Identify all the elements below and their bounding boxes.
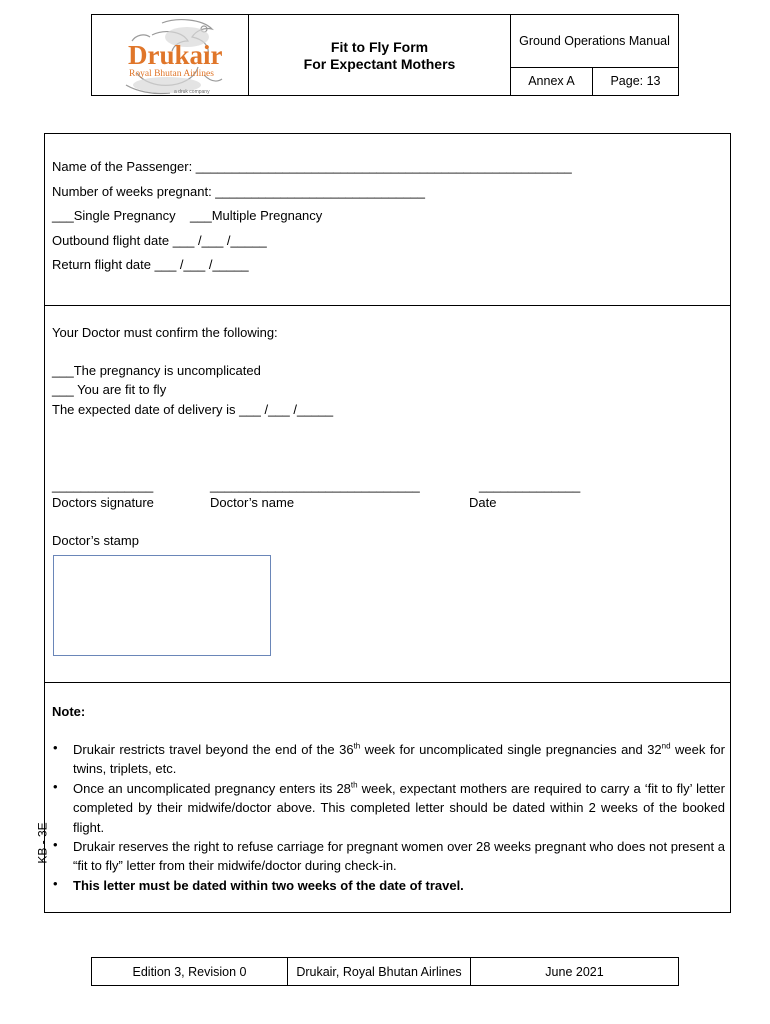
footer-date: June 2021 xyxy=(545,965,604,979)
signature-label: Doctors signature xyxy=(52,495,154,510)
note-title: Note: xyxy=(52,704,86,719)
bullet-icon: • xyxy=(53,837,58,852)
signature-blank[interactable]: ______________ xyxy=(52,478,154,493)
bullet-icon: • xyxy=(53,779,58,794)
bullet-icon: • xyxy=(53,876,58,891)
note-item: Drukair restricts travel beyond the end of the 36th week for uncomplicated single pregnancies and 32nd week for twins, triplets, etc. xyxy=(73,741,725,777)
return-date-field[interactable]: Return flight date ___ /___ /_____ xyxy=(52,257,249,272)
doctor-stamp-box[interactable] xyxy=(53,555,271,656)
passenger-name-field[interactable]: Name of the Passenger: ____________________________________________________ xyxy=(52,159,572,174)
bullet-icon: • xyxy=(53,740,58,755)
header-table xyxy=(91,14,679,96)
section-divider xyxy=(44,682,731,683)
drukair-logo xyxy=(92,15,249,95)
doctor-name-blank[interactable]: _____________________________ xyxy=(210,478,420,493)
stamp-label: Doctor’s stamp xyxy=(52,533,139,548)
form-title-cell xyxy=(249,15,511,95)
outbound-date-field[interactable]: Outbound flight date ___ /___ /_____ xyxy=(52,233,267,248)
fit-to-fly-field[interactable]: ___ You are fit to fly xyxy=(52,382,167,397)
side-code: KB - 3E xyxy=(35,822,50,864)
uncomplicated-field[interactable]: ___The pregnancy is uncomplicated xyxy=(52,363,261,378)
note-item: Once an uncomplicated pregnancy enters its 28th week, expectant mothers are required to carry a ‘fit to fly’ letter completed by their midwife/doctor above. This completed letter should be dated within 2 weeks of the booked flight. xyxy=(73,780,725,835)
section-divider xyxy=(44,305,731,306)
footer-table xyxy=(91,957,679,986)
logo-cell xyxy=(92,15,249,95)
weeks-pregnant-field[interactable]: Number of weeks pregnant: _____________________________ xyxy=(52,184,425,199)
logo-small-text: a druk company xyxy=(174,89,210,95)
form-subtitle: For Expectant Mothers xyxy=(303,56,456,72)
doctor-name-label: Doctor’s name xyxy=(210,495,295,510)
delivery-date-field[interactable]: The expected date of delivery is ___ /___ /_____ xyxy=(52,402,334,417)
date-blank[interactable]: ______________ xyxy=(479,478,581,493)
footer-edition: Edition 3, Revision 0 xyxy=(92,958,288,985)
logo-brand: Drukair xyxy=(128,40,223,70)
footer-company: Drukair, Royal Bhutan Airlines xyxy=(288,958,471,985)
note-item-emphasis: This letter must be dated within two weeks of the date of travel. xyxy=(73,878,464,893)
doctor-intro: Your Doctor must confirm the following: xyxy=(52,325,278,340)
annex-label: Annex A xyxy=(511,68,593,95)
manual-name: Ground Operations Manual xyxy=(511,15,678,68)
date-label: Date xyxy=(469,495,497,510)
page-number: Page: 13 xyxy=(610,74,661,88)
form-title: Fit to Fly Form xyxy=(330,39,429,55)
logo-tagline: Royal Bhutan Airlines xyxy=(129,69,214,79)
note-item: Drukair reserves the right to refuse carriage for pregnant women over 28 weeks pregnant who does not present a “fit to fly” letter from their midwife/doctor during check-in. xyxy=(73,839,725,874)
pregnancy-type-field[interactable]: ___Single Pregnancy ___Multiple Pregnancy xyxy=(52,208,323,223)
